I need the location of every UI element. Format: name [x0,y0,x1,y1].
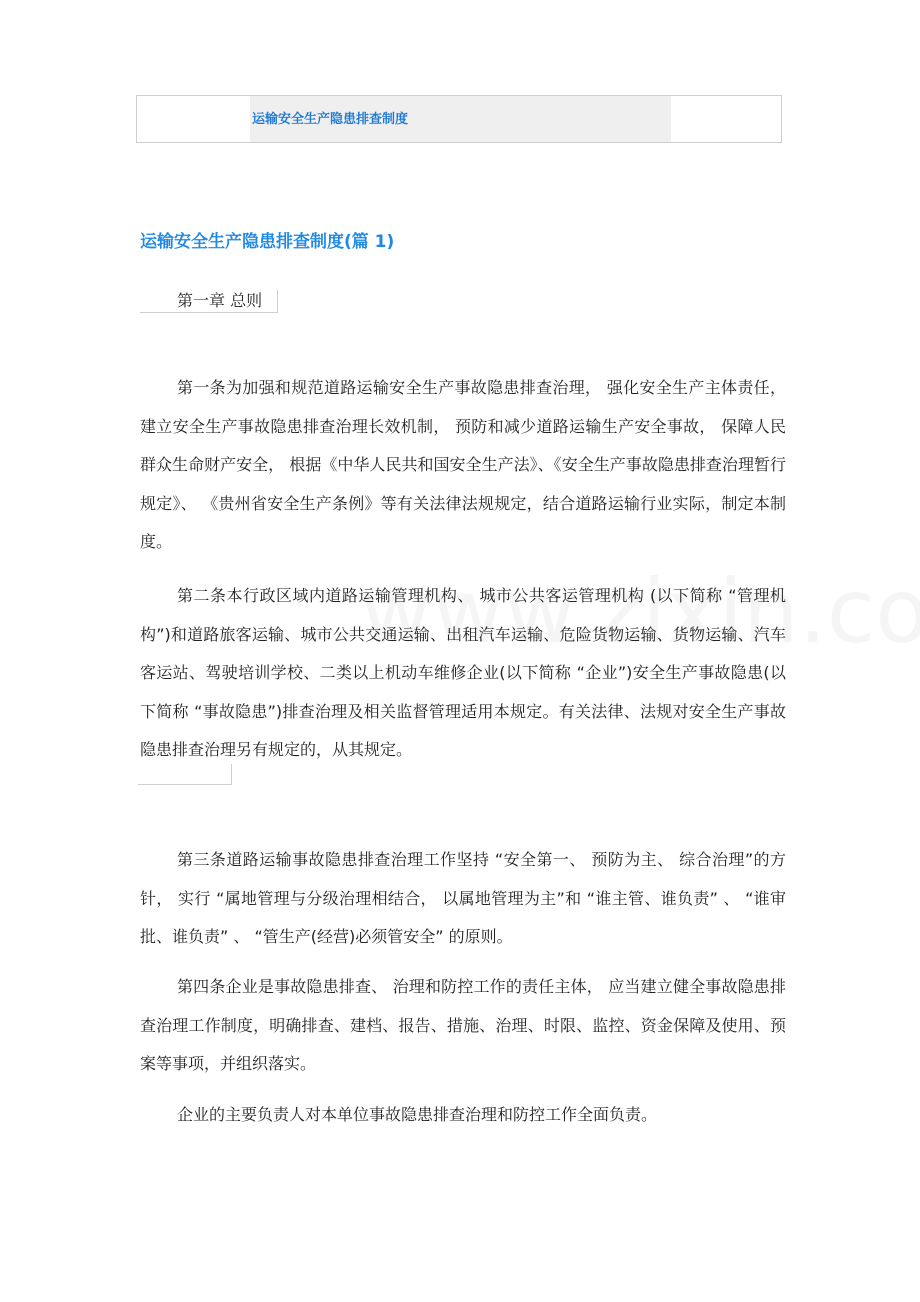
text-frame-border [138,764,232,785]
article-1-paragraph: 第一条为加强和规范道路运输安全生产事故隐患排查治理， 强化安全生产主体责任， 建立安全生产事故隐患排查治理长效机制， 预防和减少道路运输生产安全事故， 保障人民群众生命财产安全， 根据《中华人民共和国安全生产法》、《安全生产事故隐患排查治理暂行规定》、 《贵州省安全生产条例》等有关法律法规规定，结合道路运输行业实际，制定本制度。 [140,378,786,551]
chapter-title: 第一章 总则 [140,290,278,313]
header-title[interactable]: 运输安全生产隐患排查制度 [252,112,409,127]
article-4-paragraph: 第四条企业是事故隐患排查、 治理和防控工作的责任主体， 应当建立健全事故隐患排查治理工作制度，明确排查、建档、报告、措施、治理、时限、监控、资金保障及使用、预案等事项，并组织落实。 [140,977,786,1073]
responsibility-paragraph: 企业的主要负责人对本单位事故隐患排查治理和防控工作全面负责。 [177,1105,658,1124]
document-heading: 运输安全生产隐患排查制度(篇 1) [140,232,395,252]
header-title-cell [250,96,671,142]
article-2-paragraph: 第二条本行政区域内道路运输管理机构、 城市公共客运管理机构 (以下简称 “管理机构”)和道路旅客运输、城市公共交通运输、出租汽车运输、危险货物运输、货物运输、汽车客运站、驾驶培训学校、二类以上机动车维修企业(以下简称 “企业”)安全生产事故隐患(以下简称 “事故隐患”)排查治理及相关监督管理适用本规定。有关法律、法规对安全生产事故隐患排查治理另有规定的，从其规定。 [140,586,786,759]
article-3-paragraph: 第三条道路运输事故隐患排查治理工作坚持 “安全第一、 预防为主、 综合治理”的方针， 实行 “属地管理与分级治理相结合， 以属地管理为主”和 “谁主管、谁负责” 、 “谁审批、谁负责” 、 “管生产(经营)必须管安全” 的原则。 [140,850,786,946]
header-banner [136,95,782,143]
